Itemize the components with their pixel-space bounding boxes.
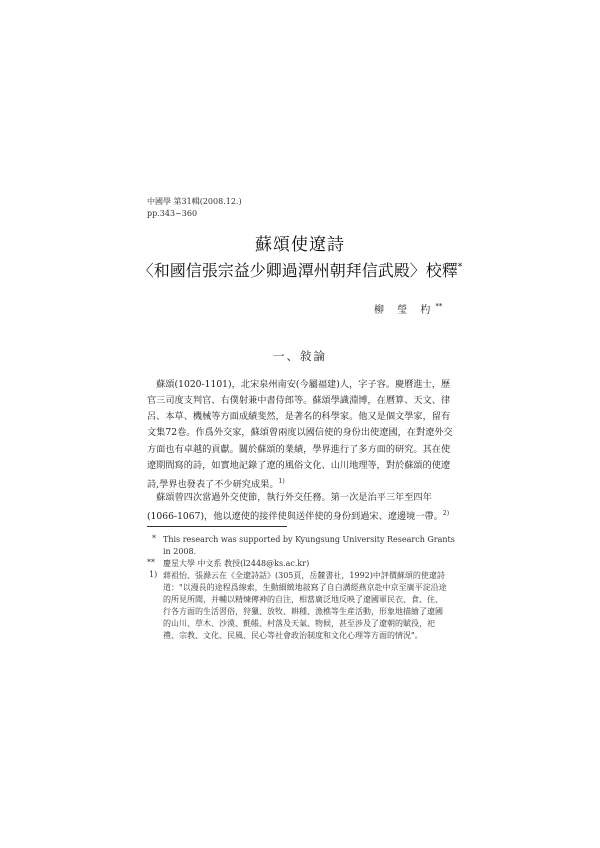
body-line: 官三司度支判官、右僕射兼中書侍郎等。蘇頌學識淵博，在曆算、天文、律 [147,395,451,406]
footnote-star2-mark: ** [147,558,155,567]
body-line-last [147,506,449,525]
footnote-number: 1) [149,570,158,579]
footnote-funding-line: This research was supported by Kyungsung University Research Grants [163,535,455,544]
body-line: 呂、本草、機械等方面成績斐然，是著名的科學家。他又是個文學家，留有 [147,411,451,422]
footnote-ref[interactable]: 1) [278,478,285,485]
footnote-star-mark: * [152,534,156,543]
paper-subtitle [0,258,600,281]
footnote-affiliation: 慶星大學 中文系 教授(l2448@ks.ac.kr) [163,559,310,568]
paper-title: 蘇頌使遼詩 [255,235,345,255]
footnote-line: 蔣祖怡、張滌云在《全遼詩話》(305頁，岳麓書社，1992)中評價蘇頌的使遼詩 [163,571,445,580]
body-line: 蘇頌(1020-1101)，北宋泉州南安(今屬福建)人，字子容。慶曆進士，歷 [147,379,451,390]
footnote-funding-line: in 2008. [163,547,197,556]
body-line: 文集72卷。作爲外交家，蘇頌曾兩度以國信使的身份出使遼國，在對遼外交 [147,427,453,438]
body-line: 蘇頌曾四次當過外交使節，執行外交任務。第一次是治平三年至四年 [147,492,432,503]
author-name: 柳 瑩 杓 [374,305,436,316]
author-line [374,301,442,316]
footnote-line: 的所見所聞，并輔以精煉傳神的自注，相當廣泛地反映了遼國軍民衣、食、住、 [163,595,443,604]
section-heading: 一、敍論 [273,349,327,363]
body-text: (1066-1067)，他以遼使的接伴使與送伴使的身份到過宋、遼邊境一帶。 [147,511,443,523]
footnote-line: 行各方面的生活習俗，狩獵、放牧、耕種、漁樵等生産活動，形象地描繪了遼國 [163,607,443,616]
subtitle-text: 〈和國信張宗益少卿過潭州朝拜信武殿〉校釋 [137,261,458,280]
author-footnote-mark: ** [435,302,443,311]
footnote-line: 禮、宗教、文化、民風、民心等社會政治制度和文化心理等方面的情況"。 [163,631,423,640]
footnote-line: 的山川、草木、沙漠、氈帳、村落及天氣、物候，甚至涉及了遼朝的賦役，祀 [163,619,435,628]
page-range: pp.343~360 [147,209,198,218]
footnote-ref[interactable]: 2) [442,510,450,517]
journal-citation: 中國學 第31輯(2008.12.) [147,197,242,206]
body-line: 方面也有卓越的貢獻。關於蘇頌的業績，學界進行了多方面的研究。其在使 [147,444,451,455]
title-footnote-mark: * [457,262,463,273]
footnote-line: 道："以漫長的途程爲線索，生動細緻地敍寫了自白溝經燕京赴中京至廣平淀沿途 [163,583,447,592]
footnote-divider [147,526,287,527]
body-line: 遼期間寫的詩，如實地記錄了遼的風俗文化、山川地理等，對於蘇頌的使遼 [147,460,451,471]
body-text: 詩,學界也發表了不少研究成果。 [147,479,279,491]
